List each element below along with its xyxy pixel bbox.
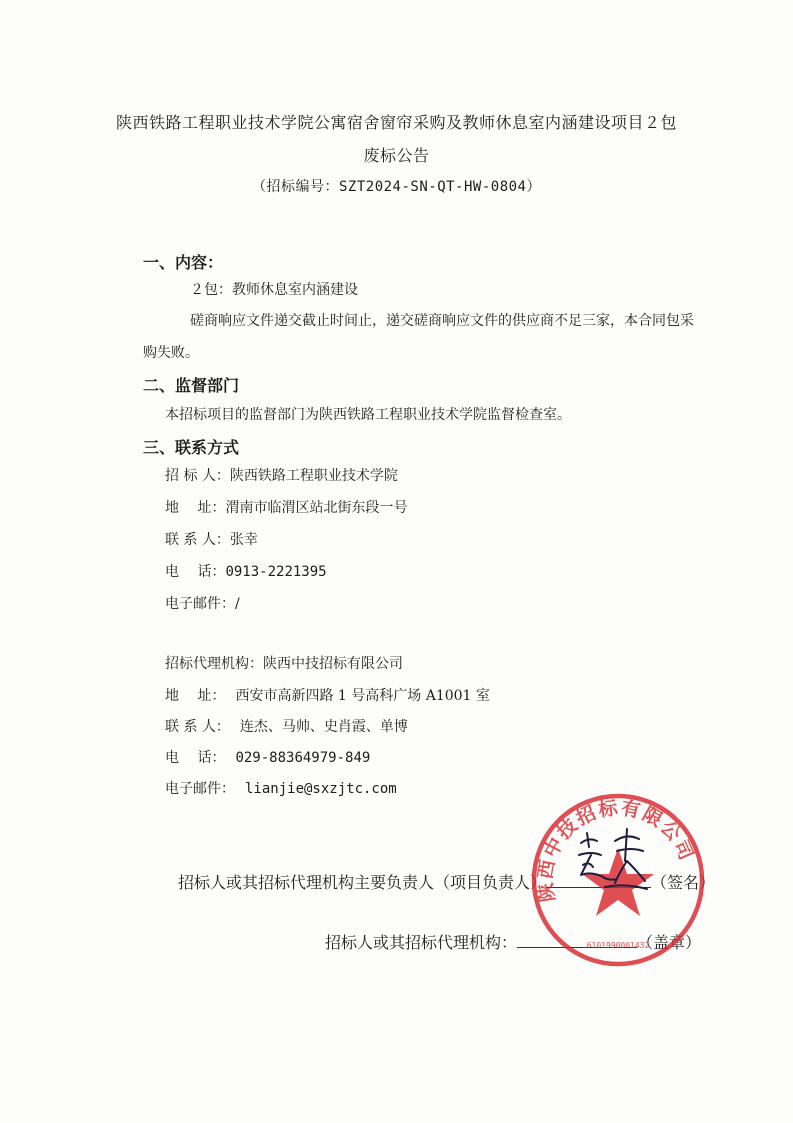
package-line: ２包：教师休息室内涵建设 bbox=[190, 282, 358, 298]
agency-email-label: 电子邮件： bbox=[165, 781, 235, 797]
tenderer-phone-label: 电 话： bbox=[165, 564, 226, 580]
agency-address-label: 地 址： bbox=[165, 688, 226, 704]
agency-phone-label: 电 话： bbox=[165, 750, 226, 766]
agency-email: lianjie@sxzjtc.com bbox=[245, 781, 397, 797]
agency-name-row bbox=[165, 653, 403, 673]
agency-contact-row bbox=[165, 716, 408, 736]
supervision-text: 本招标项目的监督部门为陕西铁路工程职业技术学院监督检查室。 bbox=[165, 407, 571, 423]
agency-address-row bbox=[165, 685, 490, 705]
reason-line-1: 磋商响应文件递交截止时间止，递交磋商响应文件的供应商不足三家，本合同包采 bbox=[190, 313, 694, 329]
agency-address: 西安市高新四路 1 号高科广场 A1001 室 bbox=[235, 688, 490, 704]
tenderer-email: / bbox=[235, 596, 240, 612]
tender-number: （招标编号：SZT2024-SN-QT-HW-0804） bbox=[251, 179, 541, 195]
tenderer-address: 渭南市临渭区站北街东段一号 bbox=[225, 500, 408, 516]
reason-line-2: 购失败。 bbox=[143, 345, 199, 361]
title-line-1: 陕西铁路工程职业技术学院公寓宿舍窗帘采购及教师休息室内涵建设项目２包 bbox=[115, 113, 677, 132]
tenderer-phone: 0913-2221395 bbox=[225, 564, 327, 580]
signature-line-1-suffix: （签名） bbox=[651, 873, 716, 892]
seal-text: 陕西中技招标有限公司 bbox=[534, 796, 699, 904]
agency-phone: 029-88364979-849 bbox=[235, 750, 371, 766]
handwritten-signature-icon bbox=[575, 825, 665, 900]
tenderer-name-label: 招 标 人： bbox=[165, 468, 230, 484]
tenderer-email-label: 电子邮件： bbox=[165, 596, 235, 612]
agency-contact-label: 联 系 人： bbox=[165, 719, 230, 735]
tenderer-name: 陕西铁路工程职业技术学院 bbox=[229, 468, 398, 484]
section-1-heading: 一、内容： bbox=[143, 253, 224, 272]
tenderer-name-row bbox=[165, 465, 398, 485]
title-line-2: 废标公告 bbox=[363, 146, 430, 165]
agency-name-label: 招标代理机构： bbox=[165, 656, 263, 672]
agency-name: 陕西中技招标有限公司 bbox=[263, 656, 403, 672]
section-3-heading: 三、联系方式 bbox=[143, 438, 240, 457]
section-2-heading: 二、监督部门 bbox=[143, 376, 240, 395]
tenderer-address-label: 地 址： bbox=[165, 500, 226, 516]
tenderer-contact: 张幸 bbox=[229, 532, 258, 548]
agency-phone-row bbox=[165, 747, 370, 767]
signature-line-2-suffix: （盖章） bbox=[637, 933, 702, 952]
tenderer-address-row bbox=[165, 497, 407, 517]
tenderer-phone-row bbox=[165, 561, 327, 581]
tenderer-contact-row bbox=[165, 529, 258, 549]
signature-line-2-text: 招标人或其招标代理机构： bbox=[325, 933, 518, 952]
signature-line-1-text: 招标人或其招标代理机构主要负责人（项目负责人） bbox=[178, 873, 547, 892]
tenderer-contact-label: 联 系 人： bbox=[165, 532, 230, 548]
agency-contact: 连杰、马帅、史肖霞、单博 bbox=[239, 719, 408, 735]
tenderer-email-row bbox=[165, 593, 240, 613]
seal-code: 6101990001432 bbox=[586, 941, 650, 950]
agency-email-row bbox=[165, 778, 397, 798]
